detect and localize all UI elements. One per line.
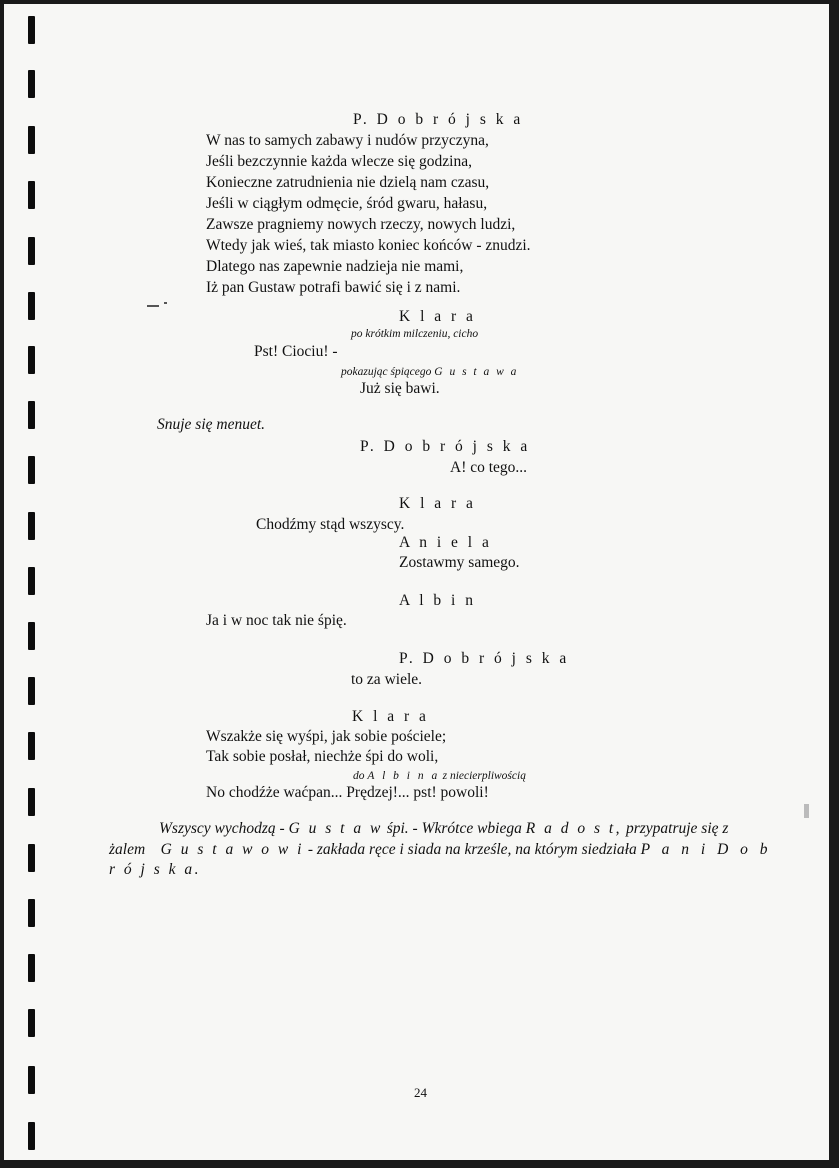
binding-hole (28, 292, 35, 320)
stage-direction: Snuje się menuet. (157, 416, 266, 433)
binding-hole (28, 456, 35, 484)
verse-line: Już się bawi. (360, 380, 440, 397)
speaker-name: K l a r a (352, 708, 429, 725)
character-name: R a d o s t, (525, 820, 623, 837)
stage-direction: po krótkim milczeniu, cicho (351, 328, 479, 340)
binding-hole (28, 1009, 35, 1037)
binding-hole (28, 1122, 35, 1150)
binding-hole (28, 1066, 35, 1094)
verse-line: Pst! Ciociu! - (254, 343, 338, 360)
direction-text: - zakłada ręce i siada na krześle, na którym siedziała (307, 841, 637, 858)
verse-line: Jeśli bezczynnie każda wlecze się godzina, (206, 153, 472, 170)
verse-line: Wtedy jak wieś, tak miasto koniec końców - znudzi. (206, 237, 531, 254)
binding-hole (28, 954, 35, 982)
verse-line: Tak sobie posłał, niechże śpi do woli, (206, 748, 439, 765)
verse-line: Wszakże się wyśpi, jak sobie pościele; (206, 728, 447, 745)
direction-text: śpi. - Wkrótce wbiega (386, 820, 522, 837)
speaker-name: P. D o b r ó j s k a (360, 438, 531, 455)
binding-hole (28, 732, 35, 760)
verse-line: No chodźże waćpan... Prędzej!... pst! powoli! (206, 784, 489, 801)
stage-direction-line (109, 860, 201, 880)
stage-direction-line (159, 819, 728, 839)
direction-text: żalem (109, 841, 146, 858)
binding-hole (28, 181, 35, 209)
speaker-name: K l a r a (399, 495, 476, 512)
direction-text: Wszyscy wychodzą - (159, 820, 285, 837)
verse-line: to za wiele. (351, 671, 423, 688)
binding-hole (28, 567, 35, 595)
verse-line: Ja i w noc tak nie śpię. (206, 612, 347, 629)
binding-hole (28, 788, 35, 816)
binding-hole (28, 622, 35, 650)
character-name: G u s t a w a (434, 366, 519, 378)
binding-hole (28, 16, 35, 44)
stage-direction-line (109, 840, 772, 860)
verse-line: Zawsze pragniemy nowych rzeczy, nowych ludzi, (206, 216, 516, 233)
verse-line: W nas to samych zabawy i nudów przyczyna, (206, 132, 489, 149)
verse-line: A! co tego... (450, 459, 528, 476)
verse-line: Jeśli w ciągłym odmęcie, śród gwaru, hałasu, (206, 195, 488, 212)
character-name: P a n i D o b (640, 841, 772, 858)
verse-line: Zostawmy samego. (399, 554, 520, 571)
verse-line: Konieczne zatrudnienia nie dzielą nam czasu, (206, 174, 490, 191)
binding-hole (28, 512, 35, 540)
direction-text: przypatruje się z (625, 820, 729, 837)
speaker-name: P. D o b r ó j s k a (399, 650, 570, 667)
verse-line: Dlatego nas zapewnie nadzieja nie mami, (206, 258, 464, 275)
scan-speck (164, 302, 167, 304)
binding-hole (28, 237, 35, 265)
binding-hole (28, 346, 35, 374)
page-number: 24 (414, 1085, 427, 1100)
speaker-name: A l b i n (399, 592, 476, 609)
character-name: G u s t a w (288, 820, 383, 837)
binding-hole (28, 401, 35, 429)
binding-hole (28, 677, 35, 705)
character-name: G u s t a w o w i (160, 841, 304, 858)
speaker-name: A n i e l a (399, 534, 492, 551)
character-name: A l b i n a (367, 770, 440, 782)
direction-text: z niecierpliwością (442, 770, 526, 782)
scan-speck (147, 305, 159, 307)
direction-text: do (353, 770, 365, 782)
binding-hole (28, 899, 35, 927)
verse-line: Iż pan Gustaw potrafi bawić się i z nami. (206, 279, 461, 296)
speaker-name: P. D o b r ó j s k a (353, 111, 524, 128)
verse-line: Chodźmy stąd wszyscy. (256, 516, 405, 533)
character-name: r ó j s k a. (109, 861, 201, 878)
binding-hole (28, 70, 35, 98)
document-page (4, 4, 829, 1160)
scan-speck (804, 804, 809, 818)
direction-text: pokazując śpiącego (341, 366, 432, 378)
binding-hole (28, 126, 35, 154)
speaker-name: K l a r a (399, 308, 476, 325)
binding-hole (28, 844, 35, 872)
